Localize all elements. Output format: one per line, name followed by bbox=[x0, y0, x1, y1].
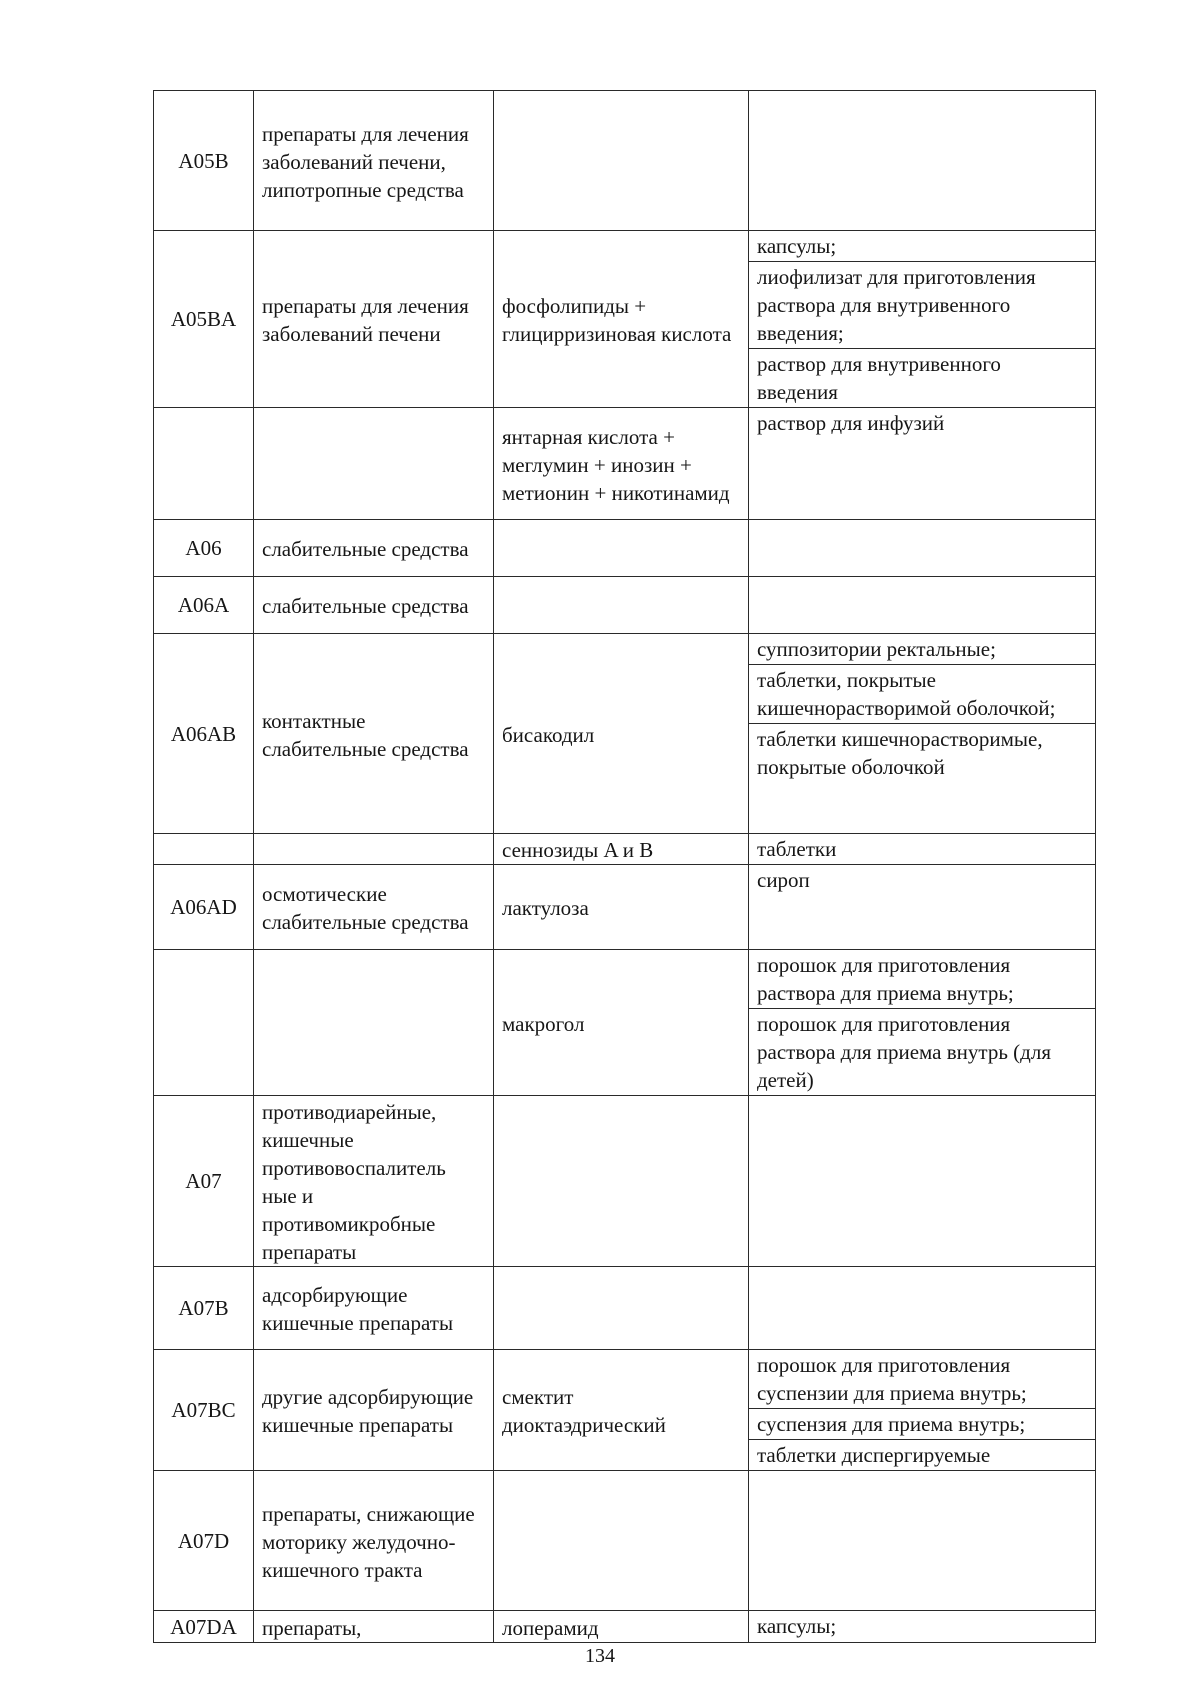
dosage-form: таблетки bbox=[757, 837, 837, 861]
table-row bbox=[154, 1350, 1096, 1471]
table-row bbox=[154, 1611, 1096, 1643]
dosage-form: порошок для приготовления раствора для приема внутрь (для детей) bbox=[757, 1012, 1051, 1092]
group-cell: слабительные средства bbox=[254, 520, 494, 577]
table-row bbox=[154, 1471, 1096, 1611]
group-cell: препараты для лечения заболеваний печени, липотропные средства bbox=[254, 91, 494, 231]
forms-cell bbox=[749, 1471, 1096, 1611]
drug-cell: лоперамид bbox=[494, 1611, 749, 1643]
group-cell bbox=[254, 834, 494, 865]
forms-cell bbox=[749, 577, 1096, 634]
forms-cell bbox=[749, 1350, 1096, 1471]
dosage-form: капсулы; bbox=[757, 1614, 837, 1638]
table-row bbox=[154, 577, 1096, 634]
group-cell: слабительные средства bbox=[254, 577, 494, 634]
atc-code-cell: A06AB bbox=[154, 634, 254, 834]
atc-code-cell: A07B bbox=[154, 1267, 254, 1350]
drug-table-body bbox=[154, 91, 1096, 1643]
group-cell: другие адсорбирующие кишечные препараты bbox=[254, 1350, 494, 1471]
group-cell: препараты, bbox=[254, 1611, 494, 1643]
atc-code-cell bbox=[154, 408, 254, 520]
dosage-form: таблетки диспергируемые bbox=[757, 1443, 991, 1467]
forms-cell bbox=[749, 520, 1096, 577]
group-cell bbox=[254, 408, 494, 520]
forms-cell bbox=[749, 865, 1096, 950]
atc-code-cell bbox=[154, 950, 254, 1096]
drug-cell: бисакодил bbox=[494, 634, 749, 834]
dosage-form: порошок для приготовления суспензии для приема внутрь; bbox=[749, 1350, 1095, 1409]
atc-code-cell: A07BC bbox=[154, 1350, 254, 1471]
atc-code-cell: A06AD bbox=[154, 865, 254, 950]
drug-cell bbox=[494, 1096, 749, 1267]
drug-cell: фосфолипиды + глицирризиновая кислота bbox=[494, 231, 749, 408]
dosage-form: суппозитории ректальные; bbox=[749, 634, 1095, 665]
table-row bbox=[154, 834, 1096, 865]
dosage-form: таблетки, покрытые кишечнорастворимой оболочкой; bbox=[749, 665, 1095, 724]
table-row bbox=[154, 634, 1096, 834]
drug-cell bbox=[494, 1471, 749, 1611]
drug-cell: лактулоза bbox=[494, 865, 749, 950]
atc-code-cell: A07 bbox=[154, 1096, 254, 1267]
table-row bbox=[154, 520, 1096, 577]
forms-cell bbox=[749, 1267, 1096, 1350]
dosage-form: таблетки кишечнорастворимые, покрытые оболочкой bbox=[757, 727, 1043, 779]
group-cell bbox=[254, 950, 494, 1096]
dosage-form: раствор для внутривенного введения bbox=[757, 352, 1001, 404]
atc-code-cell: A07DA bbox=[154, 1611, 254, 1643]
drug-cell bbox=[494, 91, 749, 231]
group-cell: противодиарейные, кишечные противовоспалитель ные и противомикробные препараты bbox=[254, 1096, 494, 1267]
table-row bbox=[154, 91, 1096, 231]
group-cell: препараты, снижающие моторику желудочно-кишечного тракта bbox=[254, 1471, 494, 1611]
drug-cell bbox=[494, 520, 749, 577]
forms-cell bbox=[749, 408, 1096, 520]
group-cell: осмотические слабительные средства bbox=[254, 865, 494, 950]
dosage-form: лиофилизат для приготовления раствора для внутривенного введения; bbox=[749, 262, 1095, 349]
drug-cell: янтарная кислота + меглумин + инозин + метионин + никотинамид bbox=[494, 408, 749, 520]
drug-table bbox=[153, 90, 1096, 1643]
atc-code-cell: A05BA bbox=[154, 231, 254, 408]
drug-cell: смектит диоктаэдрический bbox=[494, 1350, 749, 1471]
dosage-form: раствор для инфузий bbox=[757, 411, 945, 435]
forms-cell bbox=[749, 1611, 1096, 1643]
atc-code-cell: A06 bbox=[154, 520, 254, 577]
group-cell: контактные слабительные средства bbox=[254, 634, 494, 834]
forms-cell bbox=[749, 1096, 1096, 1267]
table-row bbox=[154, 408, 1096, 520]
drug-cell: макрогол bbox=[494, 950, 749, 1096]
drug-cell bbox=[494, 577, 749, 634]
dosage-form: сироп bbox=[757, 868, 810, 892]
table-row bbox=[154, 1267, 1096, 1350]
forms-cell bbox=[749, 91, 1096, 231]
forms-cell bbox=[749, 231, 1096, 408]
table-row bbox=[154, 231, 1096, 408]
atc-code-cell: A05B bbox=[154, 91, 254, 231]
group-cell: препараты для лечения заболеваний печени bbox=[254, 231, 494, 408]
dosage-form: суспензия для приема внутрь; bbox=[749, 1409, 1095, 1440]
dosage-form: порошок для приготовления раствора для приема внутрь; bbox=[749, 950, 1095, 1009]
atc-code-cell bbox=[154, 834, 254, 865]
drug-cell bbox=[494, 1267, 749, 1350]
page-number: 134 bbox=[585, 1645, 615, 1667]
atc-code-cell: A07D bbox=[154, 1471, 254, 1611]
drug-cell: сеннозиды A и B bbox=[494, 834, 749, 865]
forms-cell bbox=[749, 834, 1096, 865]
forms-cell bbox=[749, 950, 1096, 1096]
group-cell: адсорбирующие кишечные препараты bbox=[254, 1267, 494, 1350]
forms-cell bbox=[749, 634, 1096, 834]
dosage-form: капсулы; bbox=[749, 231, 1095, 262]
table-row bbox=[154, 865, 1096, 950]
table-row bbox=[154, 1096, 1096, 1267]
atc-code-cell: A06A bbox=[154, 577, 254, 634]
table-row bbox=[154, 950, 1096, 1096]
